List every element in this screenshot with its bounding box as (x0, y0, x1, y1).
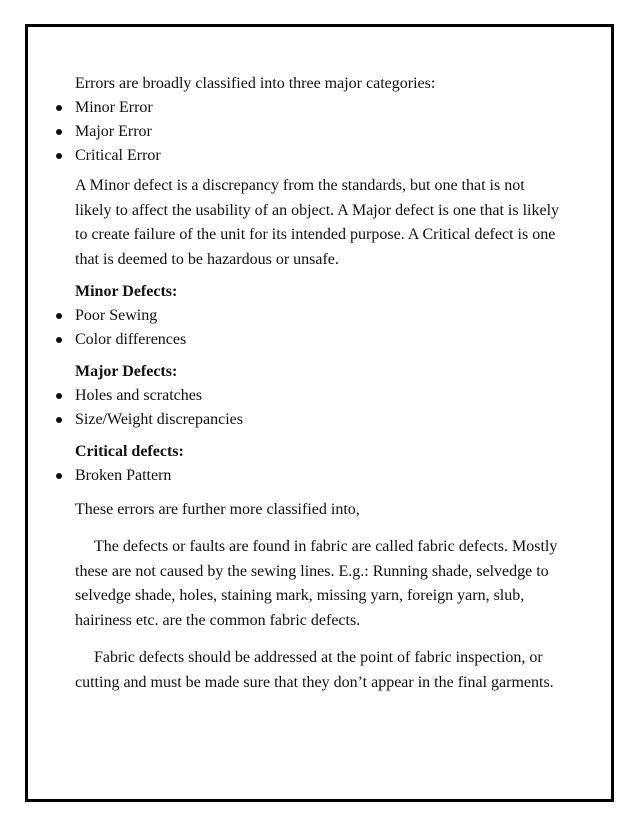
bullet-icon (56, 129, 62, 135)
major-defects-list (75, 384, 565, 432)
list-item (75, 384, 565, 408)
bullet-icon (56, 105, 62, 111)
list-item (75, 304, 565, 328)
list-item-label: Poor Sewing (75, 307, 158, 324)
minor-defects-heading: Minor Defects: (75, 283, 178, 300)
list-item (75, 96, 565, 120)
list-item (75, 120, 565, 144)
inspection-paragraph: Fabric defects should be addressed at the point of fabric inspection, or cutting and must be made sure that they don’t appear in the final garments. (75, 649, 554, 691)
list-item (75, 328, 565, 352)
list-item-label: Broken Pattern (75, 467, 172, 484)
further-classification-text: These errors are further more classified into, (75, 501, 360, 518)
error-category-list (75, 96, 565, 168)
list-item-label: Critical Error (75, 147, 161, 164)
bullet-icon (56, 393, 62, 399)
list-item (75, 408, 565, 432)
fabric-defects-paragraph: The defects or faults are found in fabric are called fabric defects. Mostly these are not caused by the sewing lines. E.g.: Running shade, selvedge to selvedge shade, holes, staining mark, missing yarn, foreign yarn, slub, hairiness etc. are the common fabric defects. (75, 538, 558, 629)
list-item-label: Color differences (75, 331, 187, 348)
bullet-icon (56, 473, 62, 479)
minor-defects-list (75, 304, 565, 352)
list-item-label: Size/Weight discrepancies (75, 411, 243, 428)
document-body (75, 70, 565, 695)
list-item-label: Minor Error (75, 99, 153, 116)
list-item-label: Major Error (75, 123, 152, 140)
intro-text: Errors are broadly classified into three major categories: (75, 75, 436, 92)
definition-paragraph: A Minor defect is a discrepancy from the standards, but one that is not likely to affect the usability of an object. A Major defect is one that is likely to create failure of the unit for its intended purpose. A Critical defect is one that is deemed to be hazardous or unsafe. (75, 177, 560, 268)
list-item-label: Holes and scratches (75, 387, 203, 404)
bullet-icon (56, 313, 62, 319)
critical-defects-heading: Critical defects: (75, 443, 184, 460)
bullet-icon (56, 153, 62, 159)
major-defects-heading: Major Defects: (75, 363, 178, 380)
critical-defects-list (75, 464, 565, 488)
bullet-icon (56, 417, 62, 423)
list-item (75, 144, 565, 168)
bullet-icon (56, 337, 62, 343)
list-item (75, 464, 565, 488)
